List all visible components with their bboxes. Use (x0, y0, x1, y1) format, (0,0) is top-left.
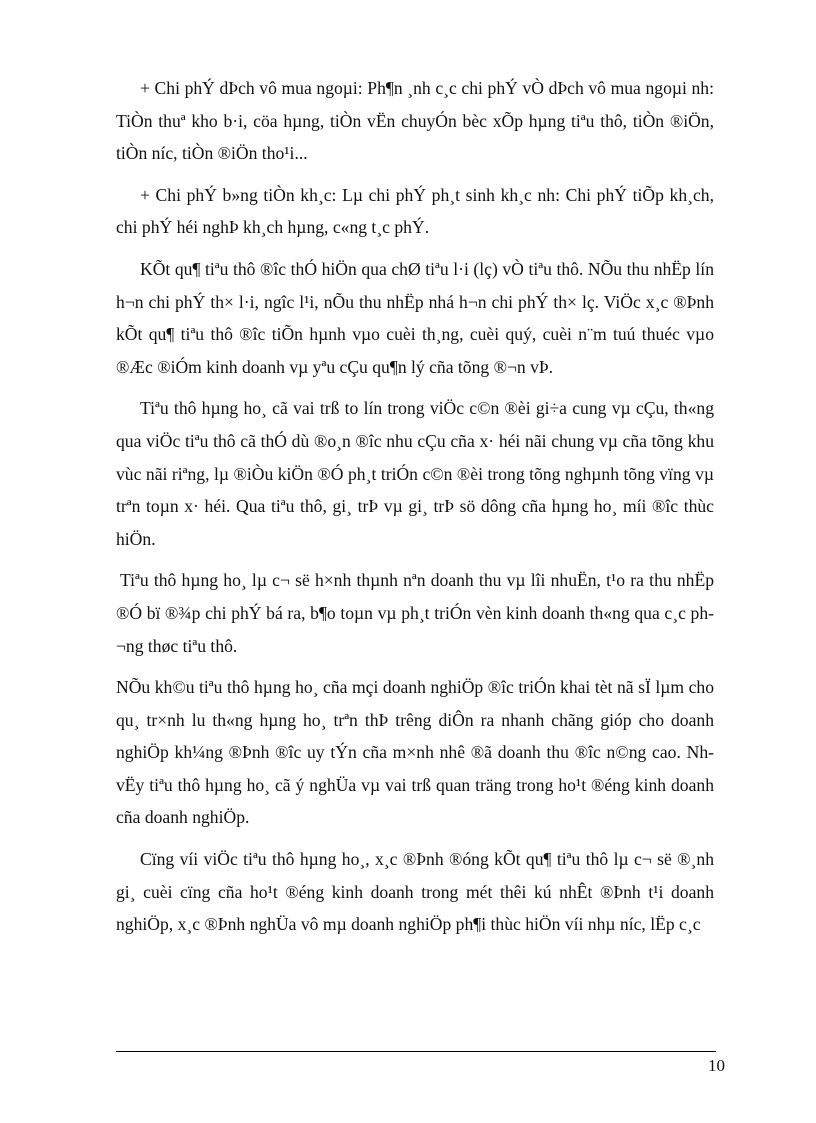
paragraph-sales-result: KÕt qu¶ tiªu thô ®îc thÓ hiÖn qua chØ tiªu l·i (lç) vÒ tiªu thô. NÕu thu nhËp lín h¬n chi phÝ th× l·i, ngîc l¹i, nÕu thu nhËp nhá h¬n chi phÝ th× lç. ViÖc x¸c ®Þnh kÕt qu¶ tiªu thô ®îc tiÕn hµnh vµo cuèi th¸ng, cuèi quý, cuèi n¨m tuú thuéc vµo ®Æc ®iÓm kinh doanh vµ yªu cÇu qu¶n lý cña tõng ®¬n vÞ. (116, 258, 714, 377)
paragraph-sales-importance: NÕu kh©u tiªu thô hµng ho¸ cña mçi doanh nghiÖp ®îc triÓn khai tèt nã sÏ lµm cho qu¸ tr×nh lu th«ng hµng ho¸ trªn thÞ trêng diÔn ra nhanh chãng gióp cho doanh nghiÖp kh¼ng ®Þnh ®îc uy tÝn cña m×nh nhê ®ã doanh thu ®îc n©ng cao. Nh vËy tiªu thô hµng ho¸ cã ý nghÜa vµ vai trß quan träng trong ho¹t ®éng kinh doanh cña doanh nghiÖp. (116, 677, 714, 828)
body-text (116, 72, 714, 950)
paragraph-other-cash-costs: + Chi phÝ b»ng tiÒn kh¸c: Lµ chi phÝ ph¸t sinh kh¸c nh: Chi phÝ tiÕp kh¸ch, chi phÝ héi nghÞ kh¸ch hµng, c«ng t¸c phÝ. (116, 184, 714, 238)
paragraph-service-costs: + Chi phÝ dÞch vô mua ngoµi: Ph¶n ¸nh c¸c chi phÝ vÒ dÞch vô mua ngoµi nh: TiÒn thuª kho b·i, cöa hµng, tiÒn vËn chuyÓn bèc xÕp hµng tiªu thô, tiÒn ®iÖn, tiÒn níc, tiÒn ®iÖn tho¹i... (116, 78, 714, 164)
paragraph-revenue-basis: Tiªu thô hµng ho¸ lµ c¬ së h×nh thµnh nªn doanh thu vµ lîi nhuËn, t¹o ra thu nhËp ®Ó bï ®¾p chi phÝ bá ra, b¶o toµn vµ ph¸t triÓn vèn kinh doanh th«ng qua c¸c ph¬ng thøc tiªu thô. (116, 570, 714, 656)
paragraph-sales-role: Tiªu thô hµng ho¸ cã vai trß to lín trong viÖc c©n ®èi gi÷a cung vµ cÇu, th«ng qua viÖc tiªu thô cã thÓ dù ®o¸n ®îc nhu cÇu cña x· héi nãi chung vµ cña tõng khu vùc nãi riªng, lµ ®iÒu kiÖn ®Ó ph¸t triÓn c©n ®èi trong tõng nghµnh tõng vïng vµ trªn toµn x· héi. Qua tiªu thô, gi¸ trÞ vµ gi¸ trÞ sö dông cña hµng ho¸ míi ®îc thùc hiÖn. (116, 398, 714, 549)
page-number: 10 (708, 1056, 725, 1075)
footer-divider (116, 1051, 716, 1052)
paragraph-result-determination: Cïng víi viÖc tiªu thô hµng ho¸, x¸c ®Þnh ®óng kÕt qu¶ tiªu thô lµ c¬ së ®¸nh gi¸ cuèi cïng cña ho¹t ®éng kinh doanh trong mét thêi kú nhÊt ®Þnh t¹i doanh nghiÖp, x¸c ®Þnh nghÜa vô mµ doanh nghiÖp ph¶i thùc hiÖn víi nhµ níc, lËp c¸c (116, 849, 714, 935)
